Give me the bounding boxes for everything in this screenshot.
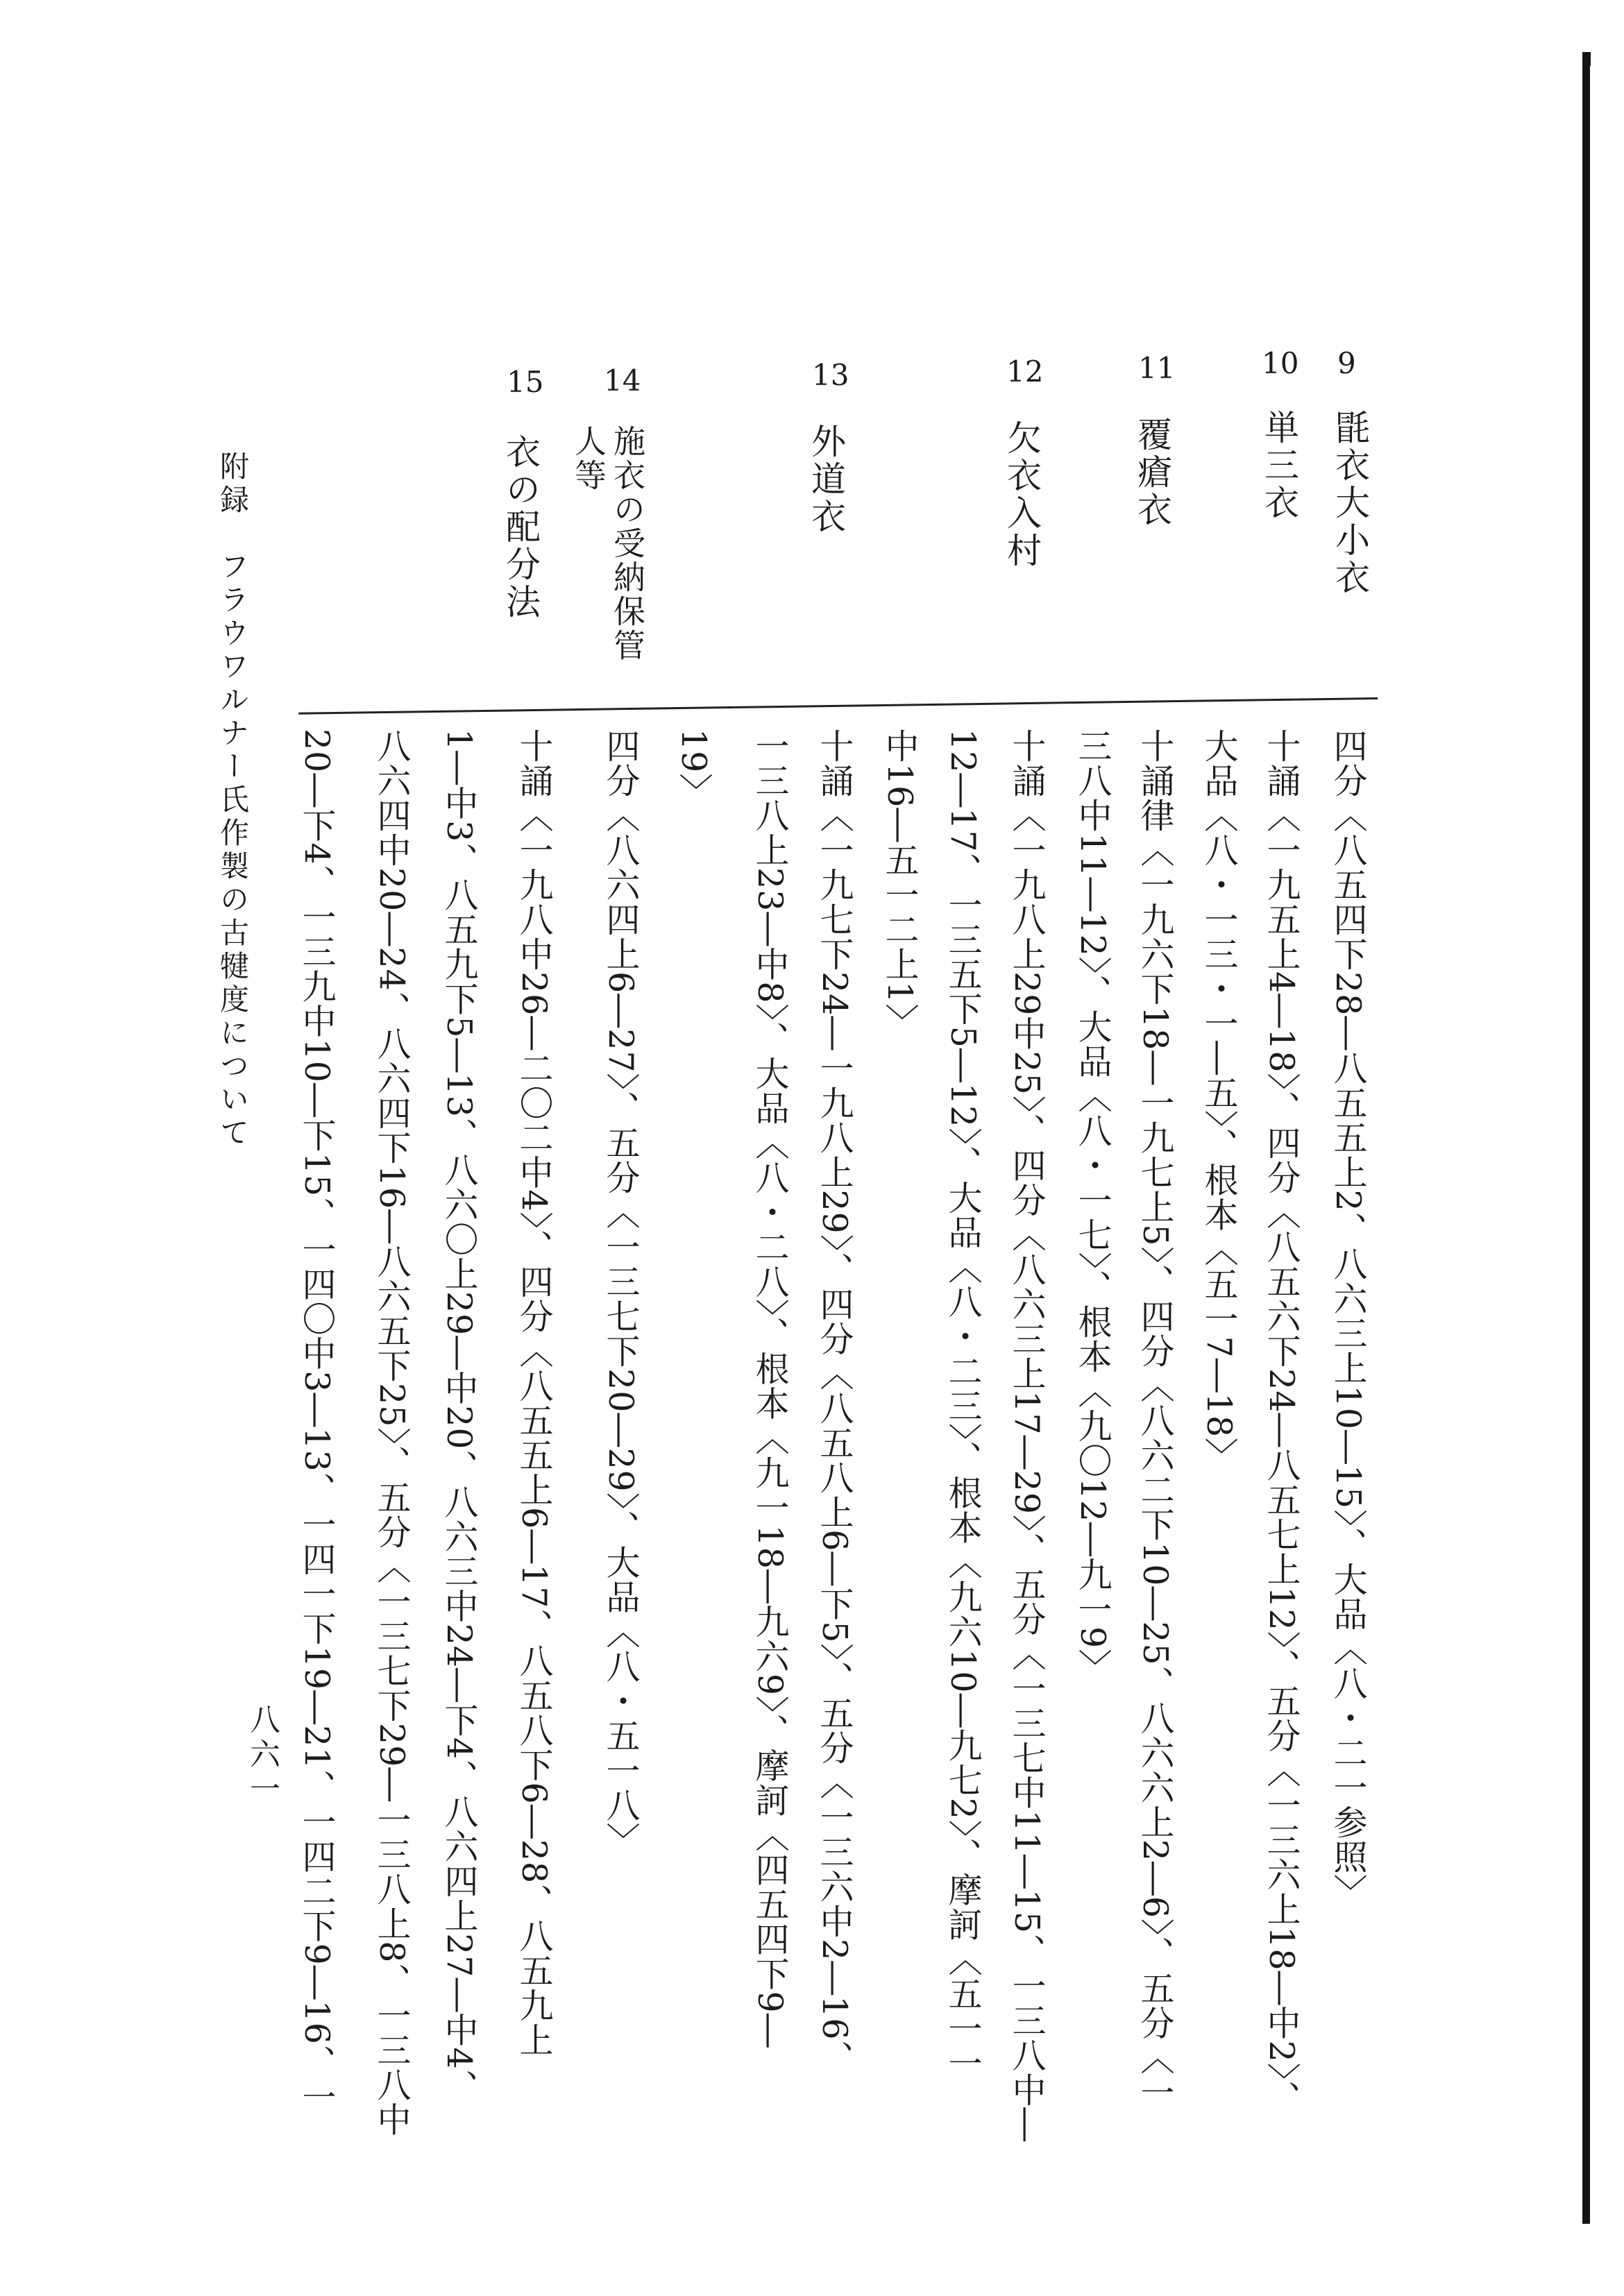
entry-term-14 <box>569 425 647 663</box>
entry-term-12: 欠衣入村 <box>1001 420 1042 570</box>
entry-term-10: 単三衣 <box>1259 409 1299 522</box>
entry-term-15: 衣の配分法 <box>500 434 541 621</box>
running-head: 附録 フラウワルナー氏作製の古犍度について <box>216 451 250 1150</box>
entry-term-14-line2: 人等 <box>570 425 607 493</box>
body-column-12: 四分〈八六四上6―27〉、五分〈一三七下20―29〉、大品〈八・五一八〉 <box>601 729 641 1857</box>
body-column-15: 八六四中20―24、八六四下16―八六五下25〉、五分〈一三七下29―一三八上8、一三八中 <box>372 729 412 2137</box>
body-column-1: 四分〈八五四下28―八五五上2、八六三上10―15〉、大品〈八・二一参照〉 <box>1328 729 1368 1909</box>
body-column-14: 1―中3、八五九下5―13、八六〇上29―中20、八六三中24―下4、八六四上27―中4、 <box>439 729 479 2104</box>
body-column-6: 十誦〈一九八上29中25〉、四分〈八六三上17―29〉、五分〈一三七中11―15、一三八中― <box>1007 729 1047 2143</box>
entry-number-10: 10 <box>1262 346 1299 380</box>
body-column-8: 中16―五一二上1〉 <box>880 729 920 1039</box>
page-number: 八六一 <box>244 1703 280 1808</box>
entry-number-13: 13 <box>812 358 849 392</box>
body-column-9: 十誦〈一九七下24―一九八上29〉、四分〈八五八上6―下5〉、五分〈一三六中2―16、 <box>815 729 854 2075</box>
entry-number-12: 12 <box>1006 355 1044 389</box>
body-column-16: 20―下4、一三九中10―下15、一四〇中3―13、一四一下19―21、一四二下9―16、一 <box>297 729 337 2114</box>
body-column-13: 十誦〈一九八中26―二〇二中4〉、四分〈八五五上6―17、八五八下6―28、八五九上 <box>514 729 554 2058</box>
body-column-3: 大品〈八・一三・一―五〉、根本〈五一7―18〉 <box>1199 729 1239 1473</box>
body-column-11: 19〉 <box>674 729 713 808</box>
body-column-10: 一三八上23―中8〉、大品〈八・二八〉、根本〈九一18―九六9〉、摩訶〈四五四下9― <box>750 729 790 2048</box>
page-edge-mark <box>1584 52 1591 66</box>
entry-number-9: 9 <box>1337 346 1356 380</box>
entry-number-14: 14 <box>604 364 641 398</box>
section-divider <box>298 697 1378 715</box>
page-edge-rule <box>1582 52 1590 2224</box>
body-column-4: 十誦律〈一九六下18―一九七上5〉、四分〈八六二下10―25、八六六上2―6〉、五分〈一 <box>1135 729 1175 2110</box>
entry-term-14-line1: 施衣の受納保管 <box>609 425 646 663</box>
entry-number-11: 11 <box>1138 351 1176 385</box>
entry-term-13: 外道衣 <box>806 423 846 536</box>
body-column-2: 十誦〈一九五上4―18〉、四分〈八五六下24―八五七上12〉、五分〈一三六上18―中2〉、 <box>1262 729 1301 2116</box>
entry-term-9: 毷衣大小衣 <box>1330 409 1370 597</box>
entry-term-11: 覆瘡衣 <box>1132 416 1172 529</box>
body-column-5: 三八中11―12〉、大品〈八・一七〉、根本〈九〇12―九一9〉 <box>1073 729 1113 1684</box>
body-column-7: 12―17、一三五下5―12〉、大品〈八・二三〉、根本〈九六10―九七2〉、摩訶〈五一一 <box>943 729 983 2081</box>
entry-number-15: 15 <box>507 365 544 399</box>
